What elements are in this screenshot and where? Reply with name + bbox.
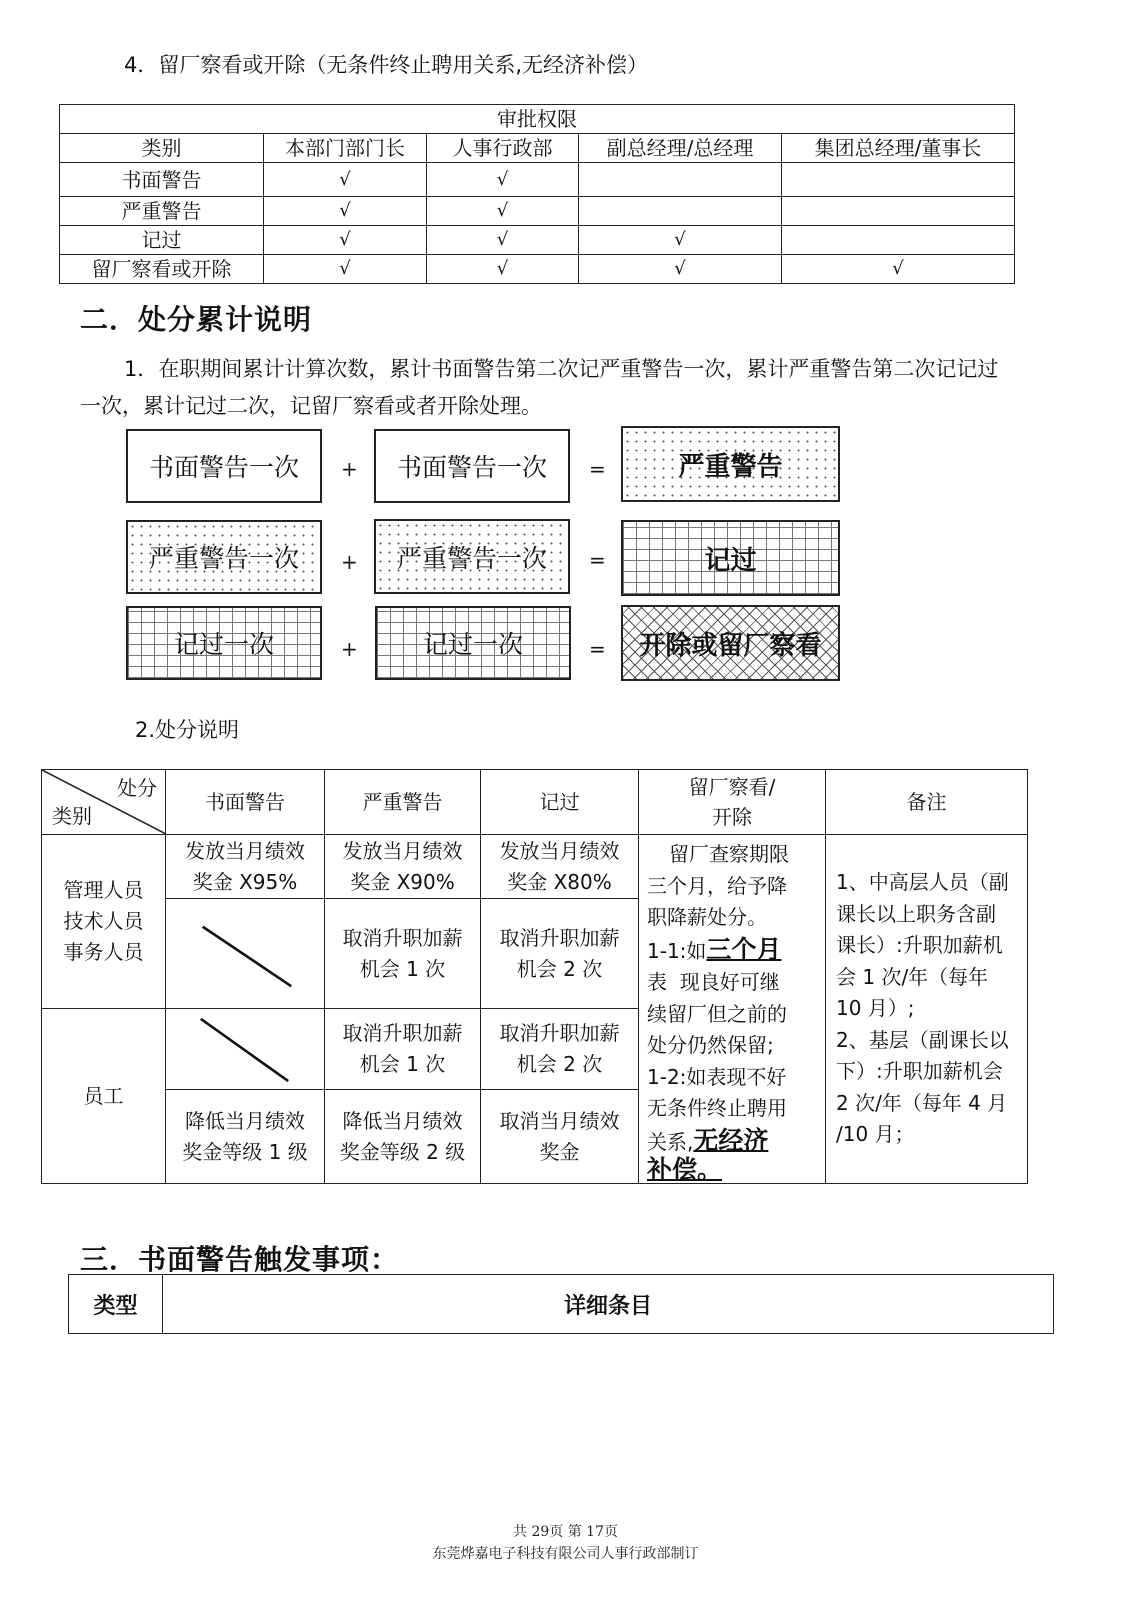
penalty-cell <box>481 835 639 899</box>
formula-box-label: 严重警告一次 <box>148 544 299 573</box>
check-mark: √ <box>264 197 427 226</box>
cell-line: 奖金 X90% <box>350 869 455 894</box>
header-demerit: 记过 <box>481 770 639 835</box>
notes-line: 10 月）; <box>836 996 915 1021</box>
dismissal-text: 1-1:如 <box>647 938 707 963</box>
header-written-warning: 书面警告 <box>166 770 325 835</box>
category-label: 技术人员 <box>63 909 144 933</box>
item-4-heading: 4．留厂察看或开除（无条件终止聘用关系,无经济补偿） <box>124 53 649 77</box>
row-label: 严重警告 <box>60 197 264 226</box>
notes-line: 课长）:升职加薪机 <box>836 933 1003 958</box>
formula-box-label: 书面警告一次 <box>396 453 547 482</box>
equals-sign: = <box>589 457 606 481</box>
formula-box-demerit <box>126 606 322 680</box>
not-applicable-cell <box>166 899 325 1009</box>
notes-line: 2 次/年（每年 4 月 <box>836 1090 1008 1115</box>
section-2-paragraph-line-2: 一次，累计记过二次，记留厂察看或者开除处理。 <box>80 394 542 418</box>
category-label: 管理人员 <box>63 878 144 902</box>
check-mark: √ <box>427 226 579 255</box>
header-hr: 人事行政部 <box>427 134 579 163</box>
check-mark <box>782 197 1015 226</box>
header-gm: 副总经理/总经理 <box>579 134 782 163</box>
penalty-cell <box>325 899 481 1009</box>
diagonal-header-cell <box>42 770 166 835</box>
header-notes: 备注 <box>826 770 1028 835</box>
cell-line: 奖金 X95% <box>192 869 298 894</box>
penalty-header-row <box>42 770 1028 835</box>
header-dismissal-line-1: 留厂察看/ <box>688 775 776 799</box>
cell-line: 奖金 X80% <box>507 869 612 894</box>
notes-line: 2、基层（副课长以 <box>836 1027 1009 1052</box>
written-warning-triggers-table <box>68 1274 1054 1334</box>
category-label: 事务人员 <box>63 940 144 964</box>
equals-sign: = <box>589 637 606 661</box>
approval-row <box>60 226 1015 255</box>
penalty-cell <box>325 835 481 899</box>
plus-sign: + <box>341 637 358 661</box>
penalty-description-table <box>41 769 1028 1184</box>
check-mark: √ <box>579 226 782 255</box>
page-number: 共 29页 第 17页 <box>513 1524 618 1540</box>
formula-box-written-warning <box>126 429 322 503</box>
dismissal-line <box>647 1125 823 1159</box>
notes-cell <box>826 835 1028 1184</box>
check-mark: √ <box>264 255 427 284</box>
approval-authority-table <box>59 104 1015 284</box>
header-type: 类型 <box>69 1275 163 1334</box>
emphasis-no-compensation: 无经济 <box>693 1125 769 1155</box>
corner-label-penalty: 处分 <box>117 776 157 800</box>
dismissal-line: 表 现良好可继 <box>647 970 780 994</box>
approval-table-title: 审批权限 <box>60 105 1015 134</box>
check-mark: √ <box>427 255 579 284</box>
penalty-cell <box>325 1009 481 1090</box>
emphasis-three-months: 三个月 <box>706 934 782 964</box>
plus-sign: + <box>341 550 358 574</box>
check-mark <box>782 226 1015 255</box>
check-mark: √ <box>782 255 1015 284</box>
footer-company: 东莞烨嘉电子科技有限公司人事行政部制订 <box>432 1546 699 1562</box>
check-mark <box>579 163 782 197</box>
formula-box-demerit <box>375 606 571 680</box>
check-mark: √ <box>427 197 579 226</box>
dismissal-line: 三个月，给予降 <box>647 873 787 898</box>
header-category: 类别 <box>60 134 264 163</box>
approval-row <box>60 163 1015 197</box>
notes-line: 1、中高层人员（副 <box>836 870 1009 895</box>
formula-box-written-warning <box>374 429 570 503</box>
plus-sign: + <box>341 457 358 481</box>
category-employee: 员工 <box>42 1009 166 1184</box>
row-label: 留厂察看或开除 <box>60 255 264 284</box>
penalty-cell <box>166 835 325 899</box>
check-mark: √ <box>579 255 782 284</box>
formula-result-dismissal <box>621 605 840 681</box>
cell-line: 发放当月绩效 <box>185 838 305 863</box>
section-2-title: 二．处分累计说明 <box>80 303 313 336</box>
penalty-cell <box>325 1090 481 1184</box>
dismissal-line: 1-2:如表现不好 <box>647 1064 787 1089</box>
penalty-cell <box>481 1009 639 1090</box>
notes-line: 会 1 次/年（每年 <box>836 964 989 989</box>
notes-line: /10 月； <box>836 1122 915 1147</box>
check-mark <box>782 163 1015 197</box>
cell-line: 取消升职加薪 <box>499 1021 620 1045</box>
cell-line: 机会 1 次 <box>359 956 446 981</box>
penalty-cell <box>481 1090 639 1184</box>
subsection-2-title: 2.处分说明 <box>135 718 240 742</box>
cell-line: 奖金 <box>539 1139 580 1164</box>
notes-line: 下）:升职加薪机会 <box>836 1059 1003 1084</box>
formula-box-serious-warning <box>374 519 570 594</box>
cell-line: 发放当月绩效 <box>499 838 620 863</box>
approval-header-row <box>60 134 1015 163</box>
section-2-paragraph-line-1: 1．在职期间累计计算次数，累计书面警告第二次记严重警告一次，累计严重警告第二次记记过 <box>124 357 999 381</box>
cell-line: 发放当月绩效 <box>342 838 463 863</box>
header-chairman: 集团总经理/董事长 <box>782 134 1015 163</box>
dismissal-line: 补偿。 <box>647 1155 723 1184</box>
formula-result-label: 严重警告 <box>678 451 783 482</box>
approval-row <box>60 197 1015 226</box>
formula-result-demerit <box>621 520 840 596</box>
dismissal-text: 关系, <box>647 1129 694 1154</box>
cell-line: 降低当月绩效 <box>342 1108 463 1133</box>
formula-result-serious-warning <box>621 426 840 502</box>
check-mark: √ <box>427 163 579 197</box>
penalty-cell <box>166 1090 325 1184</box>
header-dismissal <box>639 770 826 835</box>
row-label: 书面警告 <box>60 163 264 197</box>
cell-line: 奖金等级 2 级 <box>339 1139 466 1164</box>
category-staff-group <box>42 835 166 1009</box>
formula-box-label: 书面警告一次 <box>148 453 299 482</box>
header-dismissal-line-2: 开除 <box>712 805 752 829</box>
cell-line: 降低当月绩效 <box>185 1108 305 1133</box>
dismissal-line: 处分仍然保留; <box>647 1033 774 1057</box>
not-applicable-cell <box>166 1009 325 1090</box>
cell-line: 取消升职加薪 <box>342 925 463 950</box>
dismissal-description-cell <box>639 835 826 1184</box>
formula-box-label: 严重警告一次 <box>396 543 547 573</box>
formula-box-label: 记过一次 <box>173 630 274 659</box>
corner-label-category: 类别 <box>52 804 92 828</box>
penalty-row <box>42 835 1028 899</box>
formula-result-label: 记过 <box>704 545 757 576</box>
row-label: 记过 <box>60 226 264 255</box>
equals-sign: = <box>589 548 606 572</box>
header-detail: 详细条目 <box>163 1275 1054 1334</box>
cell-line: 奖金等级 1 级 <box>182 1139 308 1164</box>
cell-line: 取消当月绩效 <box>499 1108 620 1133</box>
slash-mark <box>166 1009 324 1089</box>
dismissal-line <box>647 934 823 968</box>
cell-line: 取消升职加薪 <box>499 925 620 950</box>
formula-box-label: 记过一次 <box>422 630 523 659</box>
formula-box-serious-warning <box>126 520 322 594</box>
dismissal-line: 职降薪处分。 <box>647 905 767 929</box>
cell-line: 机会 2 次 <box>516 1052 603 1076</box>
dismissal-line: 无条件终止聘用 <box>647 1096 787 1120</box>
dismissal-line: 留厂查察期限 <box>669 842 789 866</box>
penalty-cell <box>481 899 639 1009</box>
header-serious-warning: 严重警告 <box>325 770 481 835</box>
section-3-title: 三．书面警告触发事项： <box>80 1243 400 1276</box>
approval-row <box>60 255 1015 284</box>
check-mark: √ <box>264 163 427 197</box>
dismissal-line: 续留厂但之前的 <box>647 1001 787 1026</box>
notes-line: 课长以上职务含副 <box>836 901 996 926</box>
cell-line: 机会 1 次 <box>359 1052 446 1076</box>
cell-line: 取消升职加薪 <box>342 1021 463 1045</box>
formula-result-label: 开除或留厂察看 <box>639 630 822 661</box>
header-dept-head: 本部门部门长 <box>264 134 427 163</box>
cell-line: 机会 2 次 <box>516 956 603 981</box>
slash-mark <box>166 899 324 1008</box>
check-mark <box>579 197 782 226</box>
check-mark: √ <box>264 226 427 255</box>
